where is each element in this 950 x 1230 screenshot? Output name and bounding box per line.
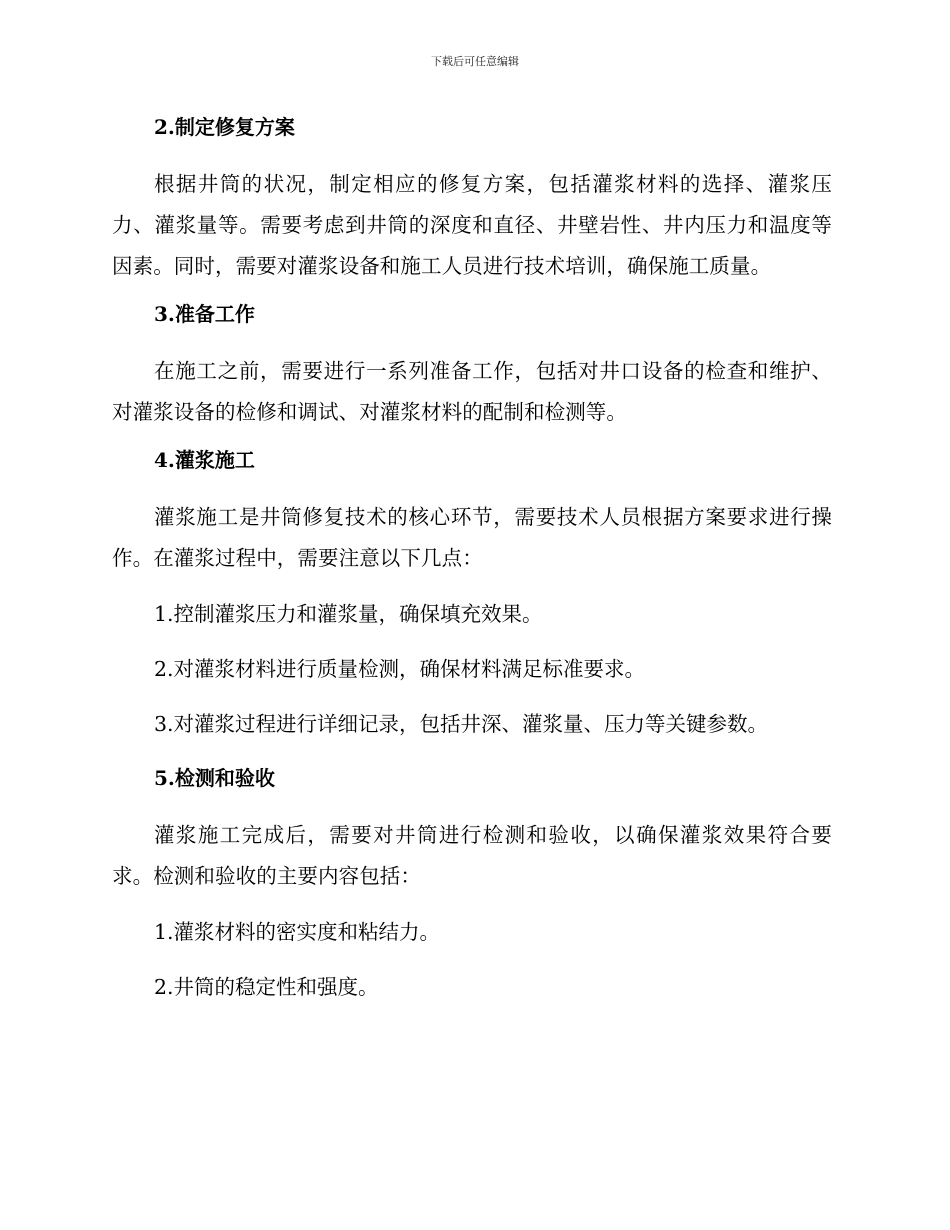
section-paragraph-grouting: 灌浆施工是井筒修复技术的核心环节，需要技术人员根据方案要求进行操作。在灌浆过程中，需要注意以下几点： xyxy=(112,505,832,570)
section-paragraph-repair-plan: 根据井筒的状况，制定相应的修复方案，包括灌浆材料的选择、灌浆压力、灌浆量等。需要考虑到井筒的深度和直径、井壁岩性、井内压力和温度等因素。同时，需要对灌浆设备和施工人员进行技术培训，确保施工质量。 xyxy=(112,172,832,278)
page-header: 下载后可任意编辑 xyxy=(431,55,519,68)
section-heading-inspection: 5.检测和验收 xyxy=(154,766,275,790)
section-heading-repair-plan: 2.制定修复方案 xyxy=(154,115,295,139)
section-heading-grouting: 4.灌浆施工 xyxy=(154,448,255,472)
section-heading-preparation: 3.准备工作 xyxy=(154,302,255,326)
section-paragraph-preparation: 在施工之前，需要进行一系列准备工作，包括对井口设备的检查和维护、对灌浆设备的检修和调试、对灌浆材料的配制和检测等。 xyxy=(112,359,832,424)
list-item: 1.灌浆材料的密实度和粘结力。 xyxy=(154,920,441,944)
list-item: 1.控制灌浆压力和灌浆量，确保填充效果。 xyxy=(154,602,543,626)
list-item: 3.对灌浆过程进行详细记录，包括井深、灌浆量、压力等关键参数。 xyxy=(154,712,769,736)
list-item: 2.井筒的稳定性和强度。 xyxy=(154,975,379,999)
list-item: 2.对灌浆材料进行质量检测，确保材料满足标准要求。 xyxy=(154,657,646,681)
document-body xyxy=(112,112,832,1002)
section-paragraph-inspection: 灌浆施工完成后，需要对井筒进行检测和验收，以确保灌浆效果符合要求。检测和验收的主要内容包括： xyxy=(112,823,832,888)
